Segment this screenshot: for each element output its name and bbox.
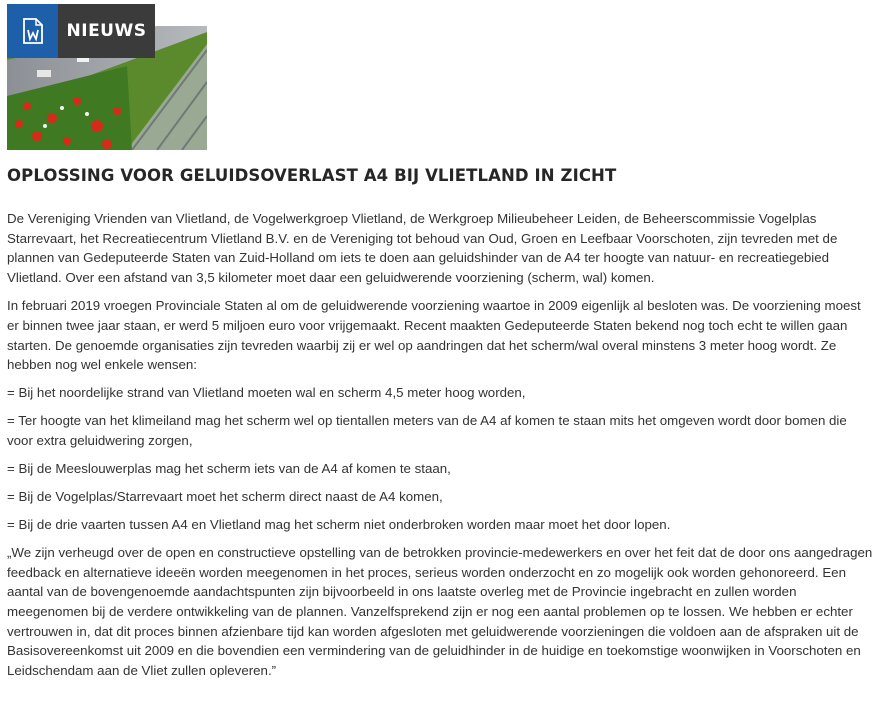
article-paragraph: = Ter hoogte van het klimeiland mag het scherm wel op tientallen meters van de A4 af komen te staan mits het omgeven wordt door bomen die voor extra geluidwering zorgen, bbox=[7, 413, 847, 448]
category-badge[interactable] bbox=[7, 4, 155, 58]
document-w-icon bbox=[7, 4, 58, 58]
article-paragraph: = Bij het noordelijke strand van Vlietland moeten wal en scherm 4,5 meter hoog worden, bbox=[7, 385, 526, 401]
article-title: OPLOSSING VOOR GELUIDSOVERLAST A4 BIJ VLIETLAND IN ZICHT bbox=[7, 166, 617, 185]
article-body bbox=[7, 209, 873, 689]
article-paragraph: = Bij de Vogelplas/Starrevaart moet het scherm direct naast de A4 komen, bbox=[7, 488, 443, 504]
category-label-box bbox=[58, 4, 155, 58]
article-paragraph: In februari 2019 vroegen Provinciale Staten al om de geluidwerende voorziening waartoe in 2009 eigenlijk al besloten was. De voorziening moest er binnen twee jaar staan, er werd 5 miljoen euro voor vrijgemaakt. Recent maakten Gedeputeerde Staten bekend nog toch echt te willen gaan starten. De genoemde organisaties zijn tevreden waarbij zij er wel op aandringen dat het scherm/wal overal minstens 3 meter hoog wordt. Ze hebben nog wel enkele wensen: bbox=[7, 298, 861, 373]
article-paragraph: De Vereniging Vrienden van Vlietland, de Vogelwerkgroep Vlietland, de Werkgroep Milieubeheer Leiden, de Beheerscommissie Vogelplas Starrevaart, het Recreatiecentrum Vlietland B.V. en de Vereniging tot behoud van Oud, Groen en Leefbaar Voorschoten, zijn tevreden met de plannen van Gedeputeerde Staten van Zuid-Holland om iets te doen aan geluidshinder van de A4 ter hoogte van natuur- en recreatiegebied Vlietland. Over een afstand van 3,5 kilometer moet daar een geluidwerende voorziening (scherm, wal) komen. bbox=[7, 211, 838, 286]
category-label: NIEUWS bbox=[66, 21, 147, 41]
article-quote: „We zijn verheugd over de open en constructieve opstelling van de betrokken provincie-medewerkers en over het feit dat de door ons aangedragen feedback en alternatieve ideeën worden meegenomen in het proces, serieus worden onderzocht en zo mogelijk ook worden gehonoreerd. Een aantal van de bovengenoemde aandachtspunten zijn bijvoorbeeld in ons laatste overleg met de Provincie ingebracht en zullen worden meegenomen bij de verdere ontwikkeling van de plannen. Vanzelfsprekend zijn er nog een aantal problemen op te lossen. We hebben er echter vertrouwen in, dat dit proces binnen afzienbare tijd kan worden afgesloten met geluidwerende voorzieningen die voldoen aan de afspraken uit de Basisovereenkomst uit 2009 en die bovendien een vermindering van de geluidhinder in de huidige en toekomstige woonwijken in Voorschoten en Leidschendam aan de Vliet zullen opleveren.” bbox=[7, 544, 873, 679]
article-paragraph: = Bij de Meeslouwerplas mag het scherm iets van de A4 af komen te staan, bbox=[7, 460, 451, 476]
article-paragraph: = Bij de drie vaarten tussen A4 en Vlietland mag het scherm niet onderbroken worden maar moet het door lopen. bbox=[7, 516, 671, 532]
